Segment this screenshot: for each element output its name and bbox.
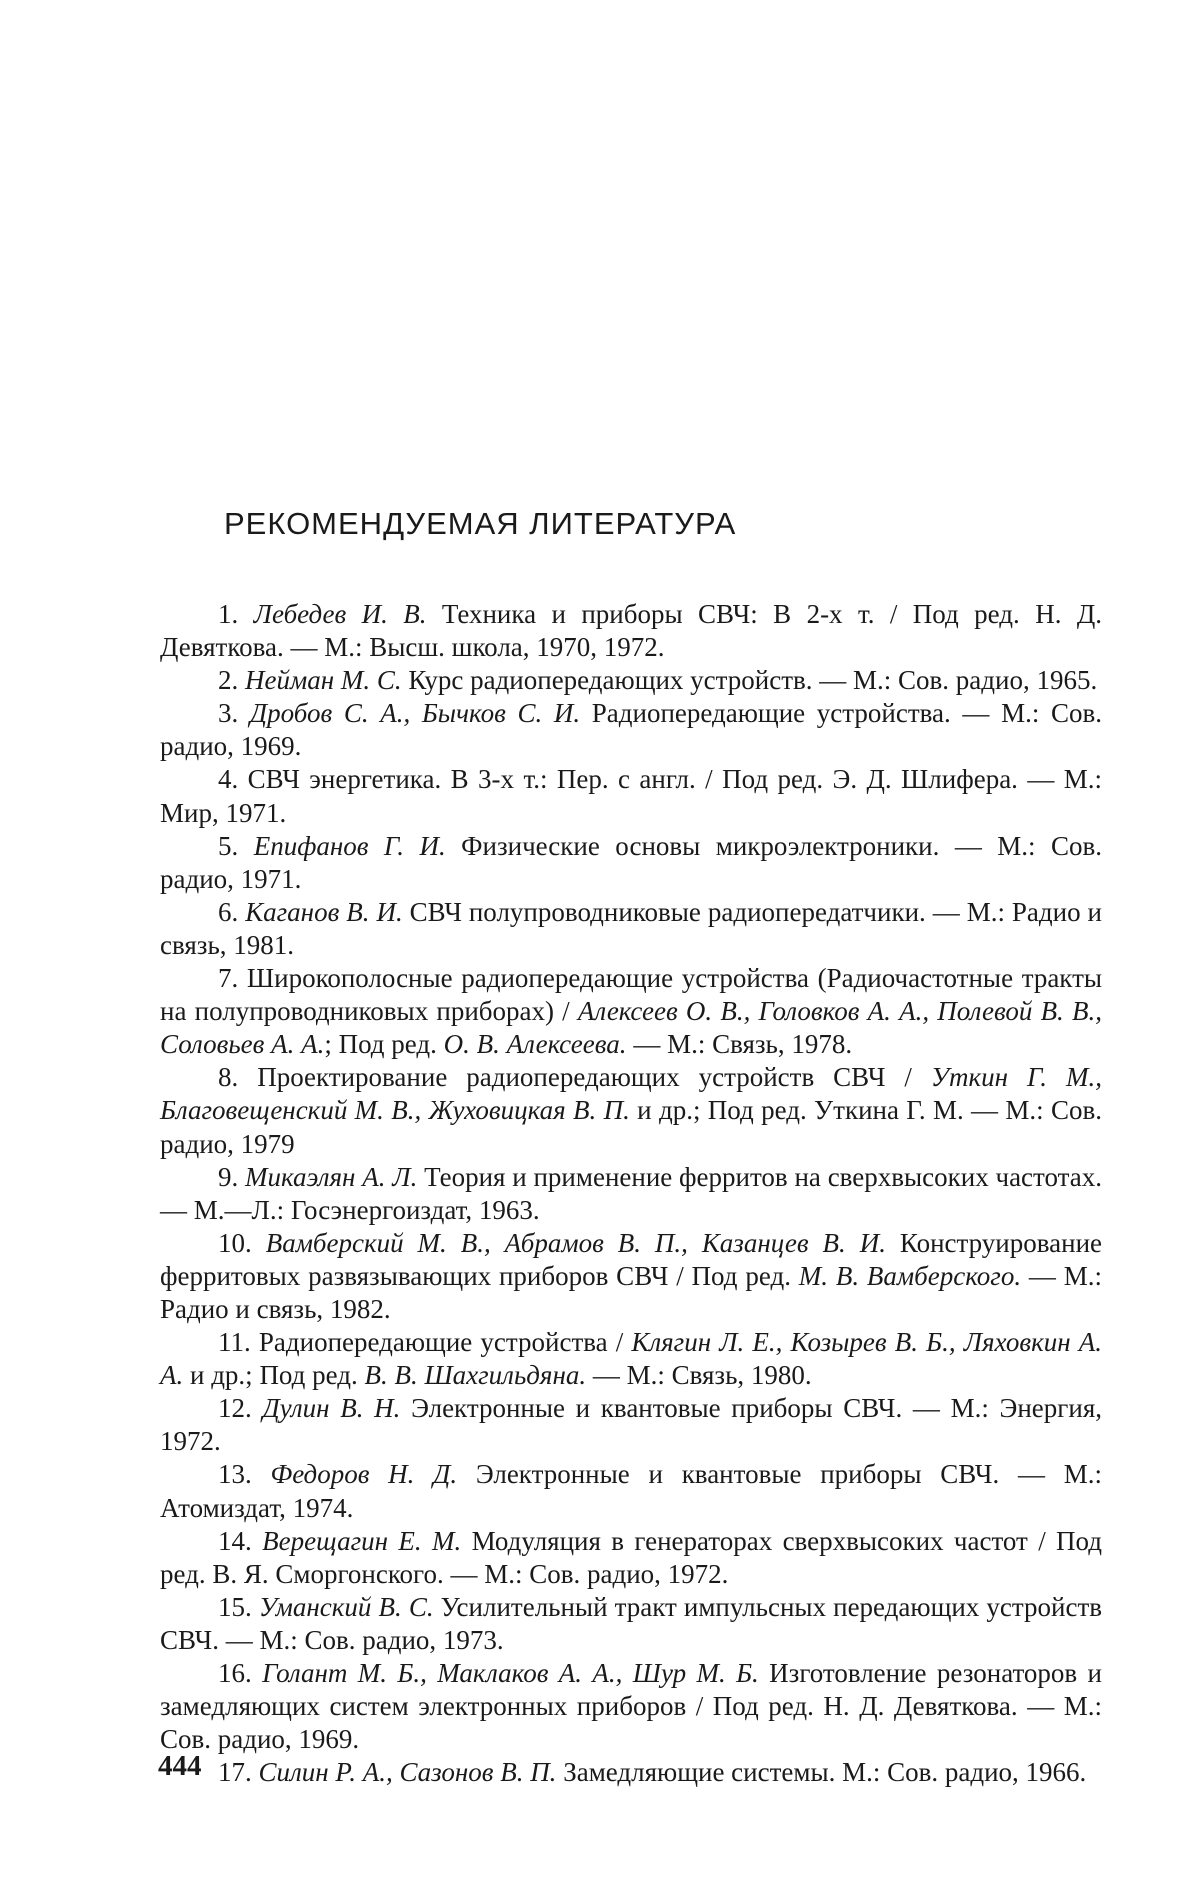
reference-author: Алексеев О. В., Головков А. А., Полевой В. В., Соловьев А. А.	[160, 996, 1102, 1059]
reference-number: 11.	[218, 1327, 251, 1357]
reference-text: — М.: Связь, 1978.	[627, 1029, 853, 1059]
reference-number: 8.	[218, 1062, 238, 1092]
reference-number: 3.	[218, 698, 238, 728]
reference-number: 9.	[218, 1162, 238, 1192]
reference-item	[160, 664, 1102, 697]
reference-text: Курс радиопередающих устройств. — М.: Сов. радио, 1965.	[402, 665, 1098, 695]
reference-author: Силин Р. А., Сазонов В. П.	[259, 1757, 557, 1787]
reference-author: Уманский В. С.	[259, 1592, 434, 1622]
reference-item	[160, 763, 1102, 829]
reference-number: 14.	[218, 1526, 252, 1556]
reference-number: 4.	[218, 764, 238, 794]
reference-text: Физические основы микроэлектроники. — М.: Сов. радио, 1971.	[160, 831, 1102, 894]
reference-item	[160, 830, 1102, 896]
page-number: 444	[158, 1750, 202, 1783]
reference-text: ; Под ред.	[324, 1029, 443, 1059]
reference-number: 1.	[218, 599, 238, 629]
reference-item	[160, 1458, 1102, 1524]
reference-text: — М.: Связь, 1980.	[586, 1360, 812, 1390]
reference-number: 16.	[218, 1658, 252, 1688]
reference-item	[160, 1657, 1102, 1756]
reference-text: Радиопередающие устройства /	[259, 1327, 632, 1357]
reference-author: Уткин Г. М., Благовещенский М. В., Жуховицкая В. П.	[160, 1062, 1102, 1125]
reference-item	[160, 962, 1102, 1061]
reference-number: 17.	[218, 1757, 252, 1787]
reference-number: 10.	[218, 1228, 252, 1258]
reference-item	[160, 598, 1102, 664]
reference-item	[160, 1061, 1102, 1160]
reference-author: Вамберский М. В., Абрамов В. П., Казанцев В. И.	[266, 1228, 886, 1258]
reference-author: Епифанов Г. И.	[254, 831, 446, 861]
page-title: РЕКОМЕНДУЕМАЯ ЛИТЕРАТУРА	[224, 506, 736, 542]
reference-list	[160, 598, 1102, 1789]
reference-number: 5.	[218, 831, 238, 861]
reference-text: Теория и применение ферритов на сверхвысоких частотах. — М.—Л.: Госэнергоиздат, 1963.	[160, 1162, 1102, 1225]
reference-author: Голант М. Б., Маклаков А. А., Шур М. Б.	[262, 1658, 759, 1688]
reference-author: Дробов С. А., Бычков С. И.	[250, 698, 580, 728]
reference-item	[160, 1591, 1102, 1657]
reference-text: СВЧ энергетика. В 3-х т.: Пер. с англ. / Под ред. Э. Д. Шлифера. — М.: Мир, 1971.	[160, 764, 1102, 827]
reference-text: Изготовление резонаторов и замедляющих систем электронных приборов / Под ред. Н. Д. Девяткова. — М.: Сов. радио, 1969.	[160, 1658, 1102, 1754]
book-page	[0, 0, 1200, 1878]
reference-text: Замедляющие системы. М.: Сов. радио, 1966.	[556, 1757, 1086, 1787]
reference-text: Электронные и квантовые приборы СВЧ. — М.: Атомиздат, 1974.	[160, 1459, 1102, 1522]
reference-item	[160, 1525, 1102, 1591]
reference-text: — М.: Радио и связь, 1982.	[160, 1261, 1102, 1324]
reference-number: 15.	[218, 1592, 252, 1622]
reference-author: Дулин В. Н.	[262, 1393, 400, 1423]
reference-text: и др.; Под ред.	[183, 1360, 364, 1390]
reference-text: Радиопередающие устройства. — М.: Сов. радио, 1969.	[160, 698, 1102, 761]
reference-author: Клягин Л. Е., Козырев В. Б., Ляховкин А. А.	[160, 1327, 1102, 1390]
reference-author: Микаэлян А. Л.	[245, 1162, 417, 1192]
reference-text: Проектирование радиопередающих устройств СВЧ /	[257, 1062, 931, 1092]
reference-text: Модуляция в генераторах сверхвысоких частот / Под ред. В. Я. Сморгонского. — М.: Сов. радио, 1972.	[160, 1526, 1102, 1589]
reference-number: 6.	[218, 897, 238, 927]
reference-author: Верещагин Е. М.	[262, 1526, 461, 1556]
reference-text: Электронные и квантовые приборы СВЧ. — М.: Энергия, 1972.	[160, 1393, 1102, 1456]
reference-item	[160, 1227, 1102, 1326]
reference-item	[160, 1756, 1102, 1789]
reference-item	[160, 896, 1102, 962]
reference-item	[160, 1161, 1102, 1227]
reference-item	[160, 1392, 1102, 1458]
reference-author: Лебедев И. В.	[254, 599, 427, 629]
reference-item	[160, 697, 1102, 763]
reference-text: Широкополосные радиопередающие устройства (Радиочастотные тракты на полупроводниковых приборах) /	[160, 963, 1102, 1026]
reference-author: В. В. Шахгильдяна.	[365, 1360, 587, 1390]
reference-text: Усилительный тракт импульсных передающих устройств СВЧ. — М.: Сов. радио, 1973.	[160, 1592, 1102, 1655]
reference-text: Конструирование ферритовых развязывающих приборов СВЧ / Под ред.	[160, 1228, 1102, 1291]
reference-text: Техника и приборы СВЧ: В 2-х т. / Под ред. Н. Д. Девяткова. — М.: Высш. школа, 1970, 1972.	[160, 599, 1102, 662]
reference-number: 12.	[218, 1393, 252, 1423]
reference-item	[160, 1326, 1102, 1392]
reference-number: 2.	[218, 665, 238, 695]
reference-author: О. В. Алексеева.	[444, 1029, 627, 1059]
reference-author: Нейман М. С.	[245, 665, 402, 695]
reference-number: 13.	[218, 1459, 252, 1489]
reference-number: 7.	[218, 963, 238, 993]
reference-author: Каганов В. И.	[245, 897, 403, 927]
reference-author: Федоров Н. Д.	[271, 1459, 458, 1489]
reference-text: СВЧ полупроводниковые радиопередатчики. — М.: Радио и связь, 1981.	[160, 897, 1102, 960]
reference-text: и др.; Под ред. Уткина Г. М. — М.: Сов. радио, 1979	[160, 1095, 1102, 1158]
reference-author: М. В. Вамберского.	[799, 1261, 1021, 1291]
